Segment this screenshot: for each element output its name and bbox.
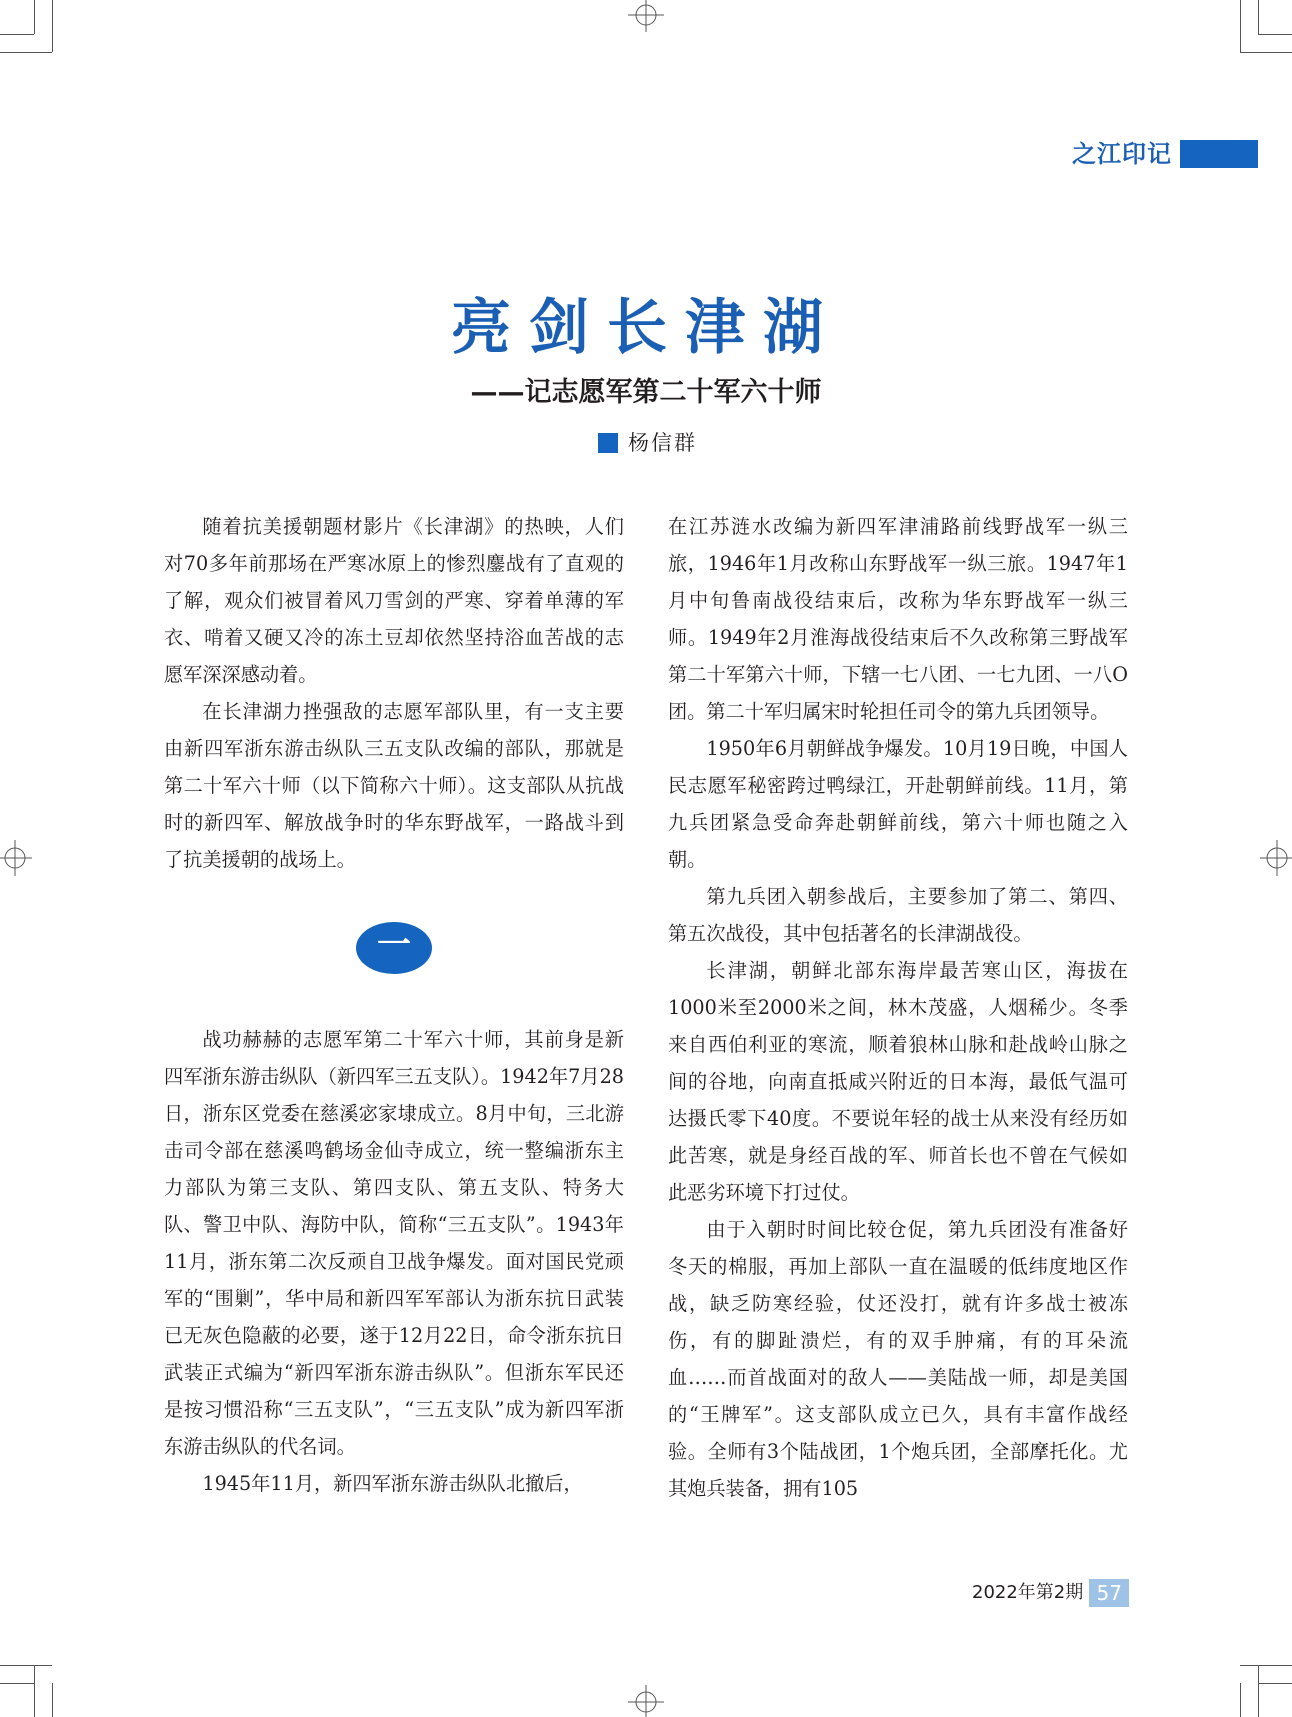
registration-mark-icon xyxy=(1256,840,1292,876)
crop-mark xyxy=(1240,52,1292,53)
right-column xyxy=(668,508,1128,1507)
article-title: 亮剑长津湖 xyxy=(451,293,841,363)
section-label-text: 之江印记 xyxy=(1072,140,1172,168)
left-column-intro xyxy=(164,508,624,878)
paragraph: 在长津湖力挫强敌的志愿军部队里，有一支主要由新四军浙东游击纵队三五支队改编的部队，那就是第二十军六十师（以下简称六十师）。这支部队从抗战时的新四军、解放战争时的华东野战军，一路战斗到了抗美援朝的战场上。 xyxy=(164,700,624,871)
section-number: 一 xyxy=(377,925,411,965)
paragraph: 随着抗美援朝题材影片《长津湖》的热映，人们对70多年前那场在严寒冰原上的惨烈鏖战有了直观的了解，观众们被冒着风刀雪剑的严寒、穿着单薄的军衣、啃着又硬又冷的冻土豆却依然坚持浴血苦战的志愿军深深感动着。 xyxy=(164,515,624,686)
crop-mark xyxy=(1240,1683,1241,1717)
crop-mark xyxy=(34,0,35,34)
crop-mark xyxy=(34,1665,35,1717)
crop-mark xyxy=(52,0,53,52)
section-label xyxy=(1000,138,1258,170)
registration-mark-icon xyxy=(628,0,664,36)
page-number: 57 xyxy=(1089,1579,1129,1607)
crop-mark xyxy=(0,1683,34,1684)
article-subtitle: ——记志愿军第二十军六十师 xyxy=(470,377,822,408)
crop-mark xyxy=(0,52,52,53)
page-footer xyxy=(972,1578,1129,1608)
crop-mark xyxy=(0,34,34,35)
crop-mark xyxy=(1240,0,1241,52)
crop-mark xyxy=(1258,1665,1259,1717)
paragraph: 1950年6月朝鲜战争爆发。10月19日晚，中国人民志愿军秘密跨过鸭绿江，开赴朝鲜前线。11月，第九兵团紧急受命奔赴朝鲜前线，第六十师也随之入朝。 xyxy=(668,737,1128,871)
crop-mark xyxy=(1258,0,1259,34)
paragraph: 长津湖，朝鲜北部东海岸最苦寒山区，海拔在1000米至2000米之间，林木茂盛，人烟稀少。冬季来自西伯利亚的寒流，顺着狼林山脉和赴战岭山脉之间的谷地，向南直抵咸兴附近的日本海，最低气温可达摄氏零下40度。不要说年轻的战士从来没有经历如此苦寒，就是身经百战的军、师首长也不曾在气候如此恶劣环境下打过仗。 xyxy=(668,959,1128,1204)
section-label-bar xyxy=(1180,140,1258,168)
section-number-badge xyxy=(356,922,432,974)
paragraph: 由于入朝时时间比较仓促，第九兵团没有准备好冬天的棉服，再加上部队一直在温暖的低纬度地区作战，缺乏防寒经验，仗还没打，就有许多战士被冻伤，有的脚趾溃烂，有的双手肿痛，有的耳朵流血……而首战面对的敌人——美陆战一师，却是美国的“王牌军”。这支部队成立已久，具有丰富作战经验。全师有3个陆战团，1个炮兵团，全部摩托化。尤其炮兵装备，拥有105 xyxy=(668,1218,1128,1500)
crop-mark xyxy=(0,1665,52,1666)
registration-mark-icon xyxy=(0,840,36,876)
author-byline xyxy=(598,428,697,458)
author-name: 杨信群 xyxy=(628,431,697,455)
author-square-icon xyxy=(598,433,618,453)
crop-mark xyxy=(1258,1683,1292,1684)
crop-mark xyxy=(1258,34,1292,35)
paragraph-continuation: 在江苏涟水改编为新四军津浦路前线野战军一纵三旅，1946年1月改称山东野战军一纵三旅。1947年1月中旬鲁南战役结束后，改称为华东野战军一纵三师。1949年2月淮海战役结束后不久改称第三野战军第二十军第六十师，下辖一七八团、一七九团、一八O团。第二十军归属宋时轮担任司令的第九兵团领导。 xyxy=(668,515,1128,723)
left-column-section-one xyxy=(164,1021,624,1502)
crop-mark xyxy=(52,1683,53,1717)
paragraph: 第九兵团入朝参战后，主要参加了第二、第四、第五次战役，其中包括著名的长津湖战役。 xyxy=(668,885,1128,945)
issue-label: 2022年第2期 xyxy=(972,1582,1084,1603)
crop-mark xyxy=(1240,1665,1292,1666)
paragraph: 战功赫赫的志愿军第二十军六十师，其前身是新四军浙东游击纵队（新四军三五支队）。1942年7月28日，浙东区党委在慈溪宓家埭成立。8月中旬，三北游击司令部在慈溪鸣鹤场金仙寺成立，统一整编浙东主力部队为第三支队、第四支队、第五支队、特务大队、警卫中队、海防中队，简称“三五支队”。1943年11月，浙东第二次反顽自卫战争爆发。面对国民党顽军的“围剿”，华中局和新四军军部认为浙东抗日武装已无灰色隐蔽的必要，遂于12月22日，命令浙东抗日武装正式编为“新四军浙东游击纵队”。但浙东军民还是按习惯沿称“三五支队”，“三五支队”成为新四军浙东游击纵队的代名词。 xyxy=(164,1028,624,1458)
registration-mark-icon xyxy=(628,1681,664,1717)
paragraph: 1945年11月，新四军浙东游击纵队北撤后， xyxy=(202,1472,583,1495)
